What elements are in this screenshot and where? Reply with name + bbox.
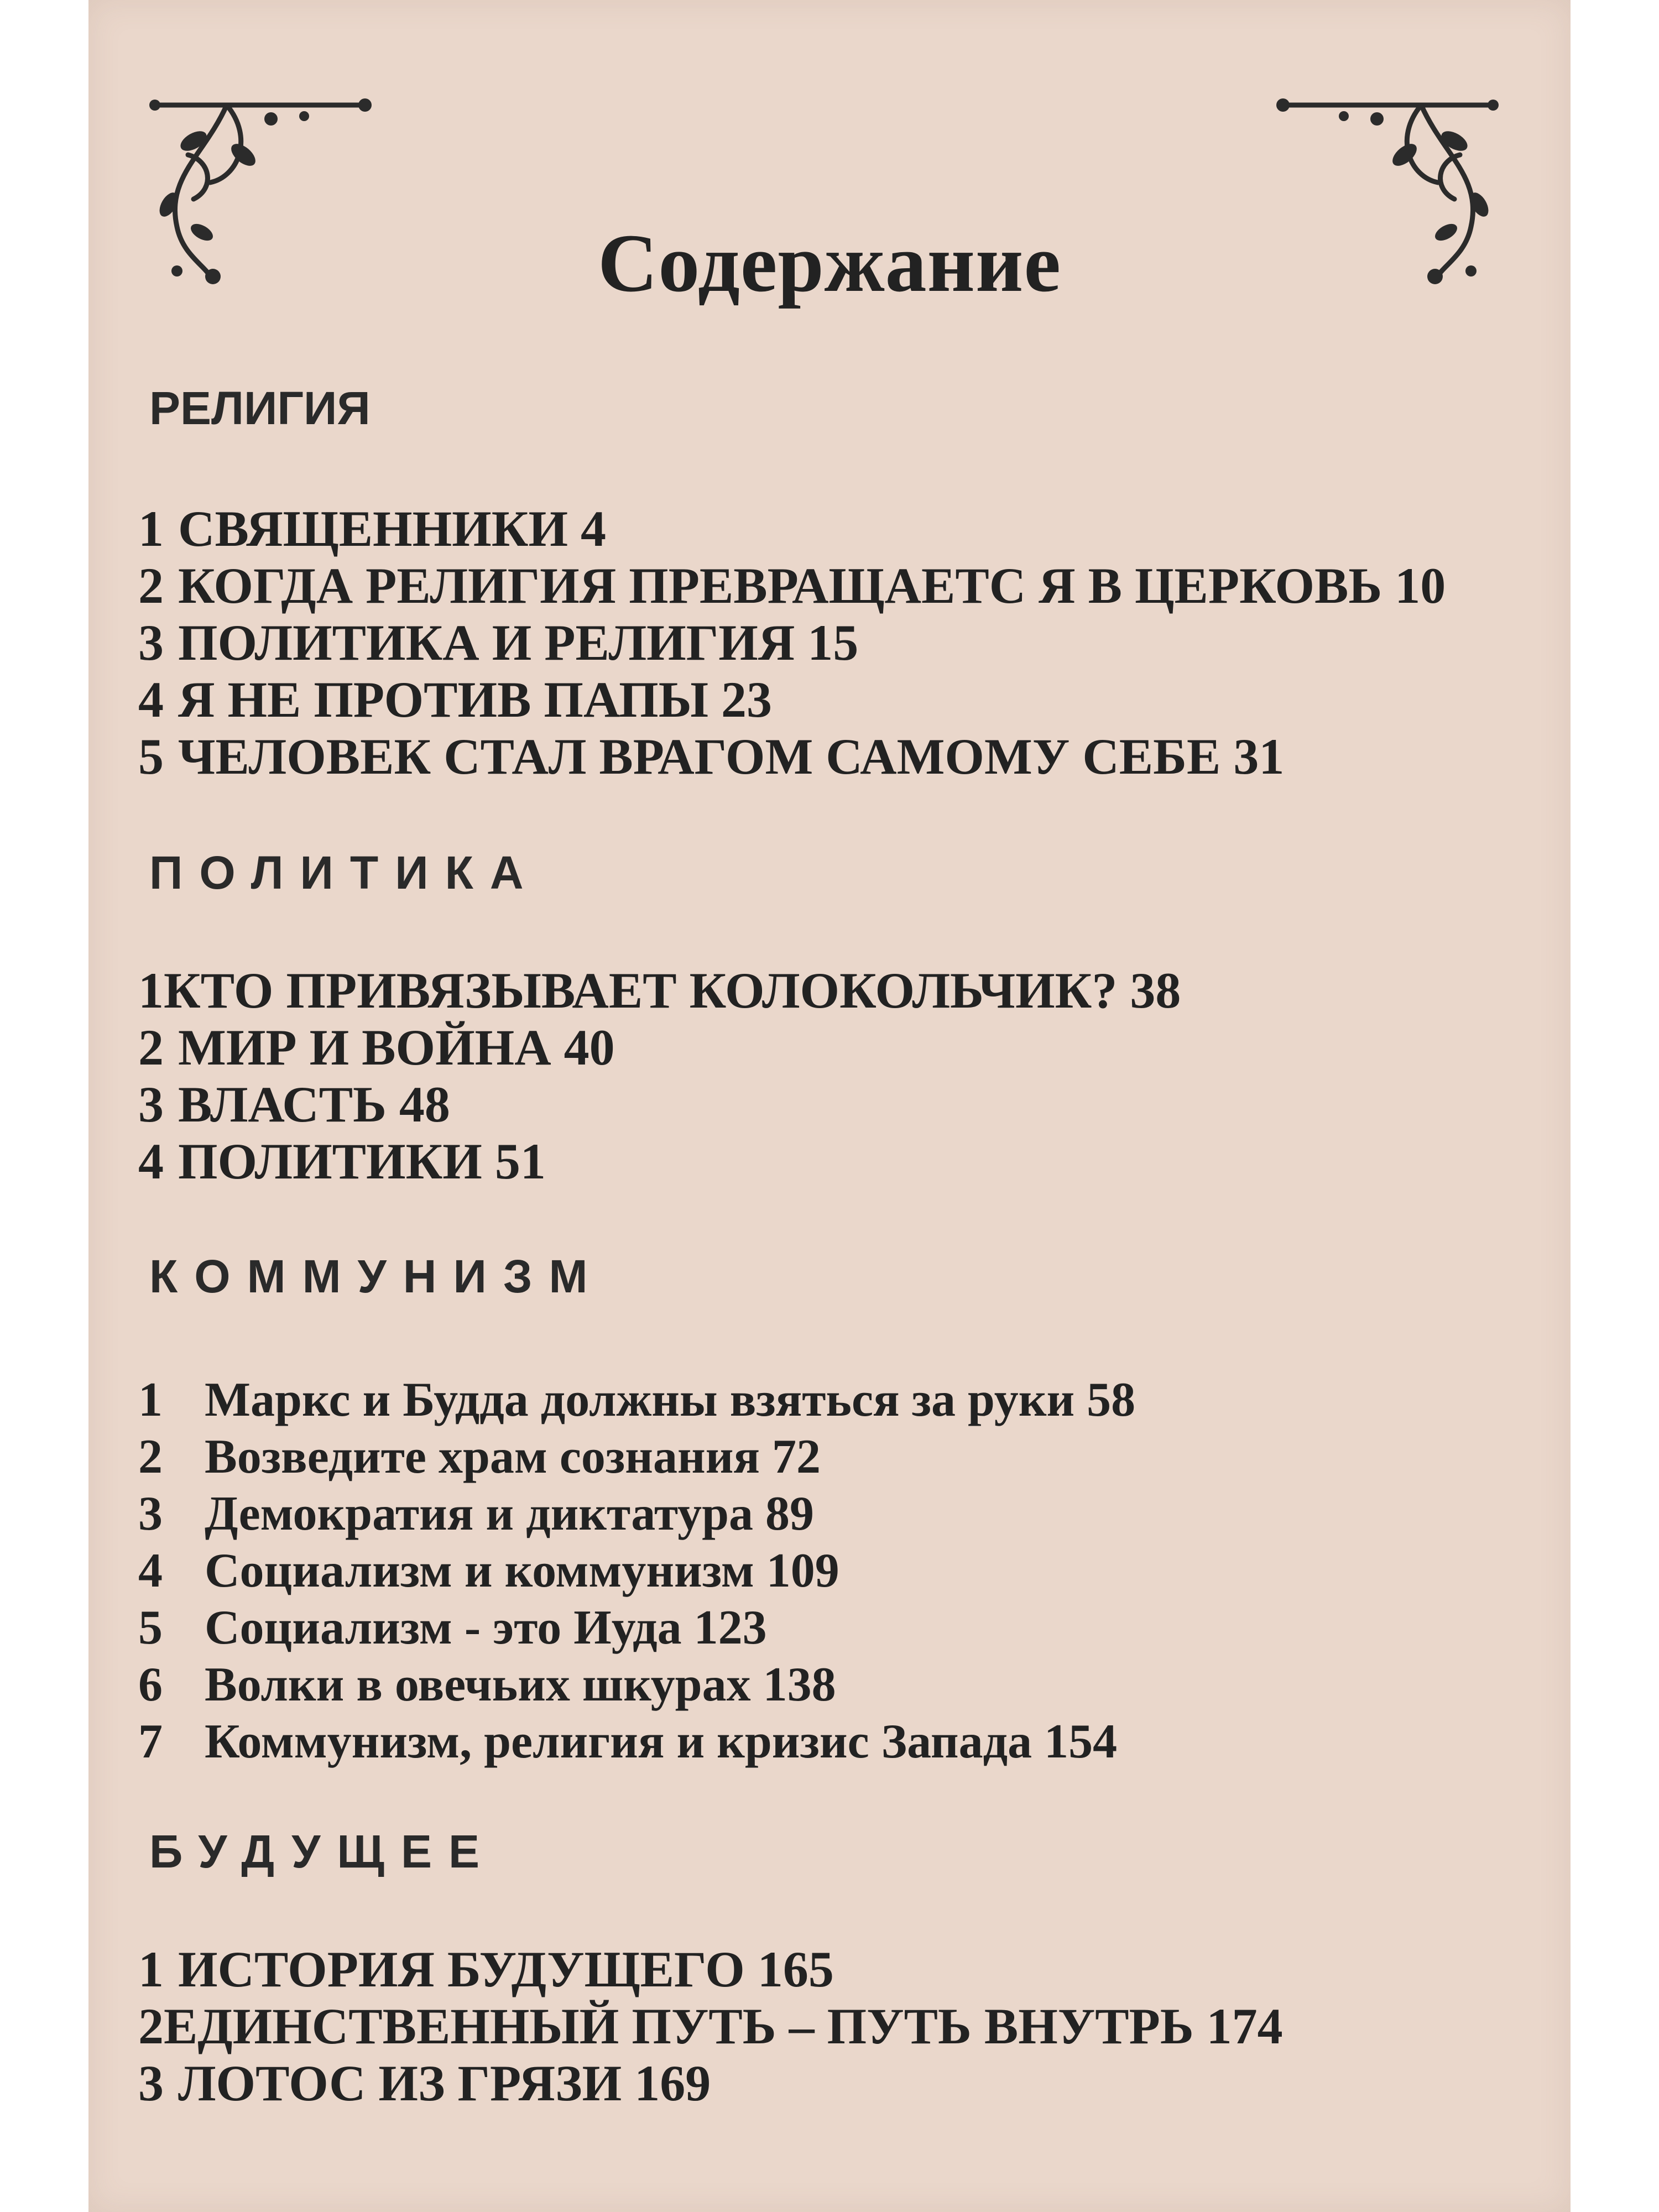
entry-title: ЕДИНСТВЕННЫЙ ПУТЬ – ПУТЬ ВНУТРЬ 174 <box>164 1998 1283 2054</box>
entry-title: Коммунизм, религия и кризис Запада 154 <box>205 1715 1118 1768</box>
entry-title: МИР И ВОЙНА 40 <box>178 1019 615 1076</box>
entry-title: Я НЕ ПРОТИВ ПАПЫ 23 <box>178 671 773 728</box>
toc-entry <box>138 614 1446 671</box>
entry-number: 3 <box>138 2055 164 2111</box>
toc-entry <box>138 500 1446 557</box>
toc-entry <box>138 1076 1181 1133</box>
religion-entries <box>138 500 1446 785</box>
entry-number: 6 <box>138 1658 163 1712</box>
section-heading-politics: ПОЛИТИКА <box>149 847 540 899</box>
entry-number: 2 <box>138 1019 164 1076</box>
entry-title: Маркс и Будда должны взяться за руки 58 <box>205 1373 1136 1427</box>
toc-entry <box>138 1941 1283 1998</box>
entry-number: 1 <box>138 1941 164 1997</box>
entry-title: Демократия и диктатура 89 <box>205 1487 815 1541</box>
entry-title: ПОЛИТИКА И РЕЛИГИЯ 15 <box>178 614 859 671</box>
entry-number: 3 <box>138 614 164 671</box>
entry-title: Волки в овечьих шкурах 138 <box>205 1658 836 1712</box>
entry-title: Социализм - это Иуда 123 <box>205 1601 767 1655</box>
entry-number: 2 <box>138 1998 164 2054</box>
entry-title: СВЯЩЕННИКИ 4 <box>178 500 607 557</box>
entry-number: 5 <box>138 728 164 785</box>
section-heading-religion: РЕЛИГИЯ <box>149 382 371 434</box>
toc-entry <box>138 1713 1135 1770</box>
toc-entry <box>138 1998 1283 2055</box>
future-entries <box>138 1941 1283 2112</box>
toc-entry <box>138 671 1446 728</box>
entry-number: 4 <box>138 1544 163 1598</box>
toc-entry <box>138 1371 1135 1428</box>
entry-number: 5 <box>138 1601 163 1655</box>
entry-number: 1 <box>138 500 164 557</box>
entry-title: Возведите храм сознания 72 <box>205 1430 821 1484</box>
toc-entry <box>138 557 1446 614</box>
entry-number: 3 <box>138 1076 164 1133</box>
entry-number: 2 <box>138 1430 163 1484</box>
toc-entry <box>138 1485 1135 1542</box>
section-heading-future: БУДУЩЕЕ <box>149 1825 497 1877</box>
toc-entry <box>138 1656 1135 1713</box>
entry-title: ВЛАСТЬ 48 <box>178 1076 450 1133</box>
toc-entry <box>138 962 1181 1019</box>
toc-entry <box>138 1133 1181 1190</box>
entry-title: ЧЕЛОВЕК СТАЛ ВРАГОМ САМОМУ СЕБЕ 31 <box>178 728 1285 785</box>
toc-entry <box>138 1428 1135 1485</box>
toc-entry <box>138 728 1446 785</box>
entry-title: ПОЛИТИКИ 51 <box>178 1133 546 1190</box>
entry-number: 4 <box>138 671 164 728</box>
communism-entries <box>138 1371 1135 1770</box>
toc-entry <box>138 1542 1135 1599</box>
politics-entries <box>138 962 1181 1190</box>
entry-number: 1 <box>138 962 164 1019</box>
toc-entry <box>138 1019 1181 1076</box>
page-title: Содержание <box>597 217 1062 309</box>
entry-number: 7 <box>138 1715 163 1768</box>
entry-title: ЛОТОС ИЗ ГРЯЗИ 169 <box>178 2055 711 2111</box>
entry-number: 3 <box>138 1487 163 1541</box>
toc-entry <box>138 2055 1283 2112</box>
entry-number: 1 <box>138 1373 163 1427</box>
toc-entry <box>138 1599 1135 1656</box>
section-heading-communism: КОММУНИЗМ <box>149 1250 604 1302</box>
entry-number: 4 <box>138 1133 164 1190</box>
entry-title: КОГДА РЕЛИГИЯ ПРЕВРАЩАЕТС Я В ЦЕРКОВЬ 10 <box>178 557 1446 614</box>
entry-number: 2 <box>138 557 164 614</box>
entry-title: Социализм и коммунизм 109 <box>205 1544 839 1598</box>
entry-title: ИСТОРИЯ БУДУЩЕГО 165 <box>178 1941 834 1997</box>
entry-title: КТО ПРИВЯЗЫВАЕТ КОЛОКОЛЬЧИК? 38 <box>164 962 1181 1019</box>
